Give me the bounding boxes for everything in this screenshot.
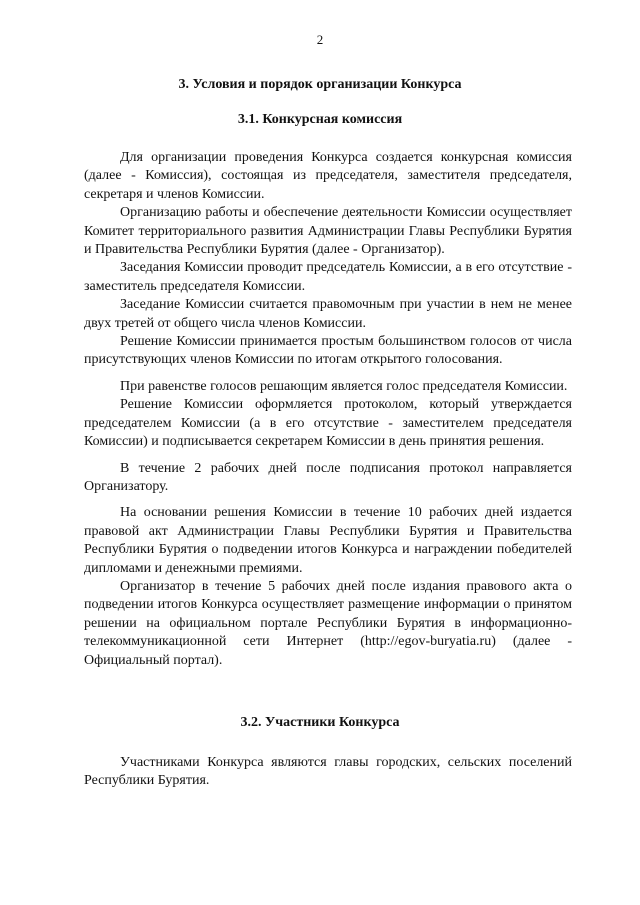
paragraph: Организацию работы и обеспечение деятельности Комиссии осуществляет Комитет территориального развития Администрации Главы Республики Бурятия и Правительства Республики Бурятия (далее - Организатор). (84, 205, 572, 258)
paragraph: На основании решения Комиссии в течение 10 рабочих дней издается правовой акт Администрации Главы Республики Бурятия и Правительства Республики Бурятия о подведении итогов Конкурса и награждении победителей дипломами и денежными премиями. (84, 505, 572, 576)
paragraph: Заседания Комиссии проводит председатель Комиссии, а в его отсутствие - заместитель председателя Комиссии. (84, 260, 572, 294)
paragraph: Решение Комиссии принимается простым большинством голосов от числа присутствующих членов Комиссии по итогам открытого голосования. (84, 334, 572, 368)
paragraph: Решение Комиссии оформляется протоколом, который утверждается председателем Комиссии (а в его отсутствие - заместителем председателя Комиссии) и подписывается секретарем Комиссии в день принятия решения. (84, 397, 572, 450)
paragraph: Для организации проведения Конкурса создается конкурсная комиссия (далее - Комиссия), состоящая из председателя, заместителя председателя, секретаря и членов Комиссии. (84, 150, 572, 202)
subsection-title-commission: 3.1. Конкурсная комиссия (237, 112, 403, 127)
subsection-title-participants: 3.2. Участники Конкурса (240, 715, 400, 730)
paragraph: Организатор в течение 5 рабочих дней после издания правового акта о подведении итогов Конкурса осуществляет размещение информации о принятом решении на официальном портале Республики Бурятия в информационно-телекоммуникационной сети Интернет (http://egov-buryatia.ru) (далее - Официальный портал). (84, 578, 572, 668)
paragraph: При равенстве голосов решающим является голос председателя Комиссии. (120, 378, 568, 394)
page-number: 2 (316, 32, 324, 47)
commission-text-block (84, 149, 572, 670)
paragraph: Участниками Конкурса являются главы городских, сельских поселений Республики Бурятия. (84, 755, 572, 789)
section-title: 3. Условия и порядок организации Конкурса (178, 77, 462, 92)
paragraph: В течение 2 рабочих дней после подписания протокол направляется Организатору. (84, 460, 572, 494)
participants-text-block (84, 754, 572, 791)
paragraph: Заседание Комиссии считается правомочным при участии в нем не менее двух третей от общего числа членов Комиссии. (84, 297, 572, 331)
